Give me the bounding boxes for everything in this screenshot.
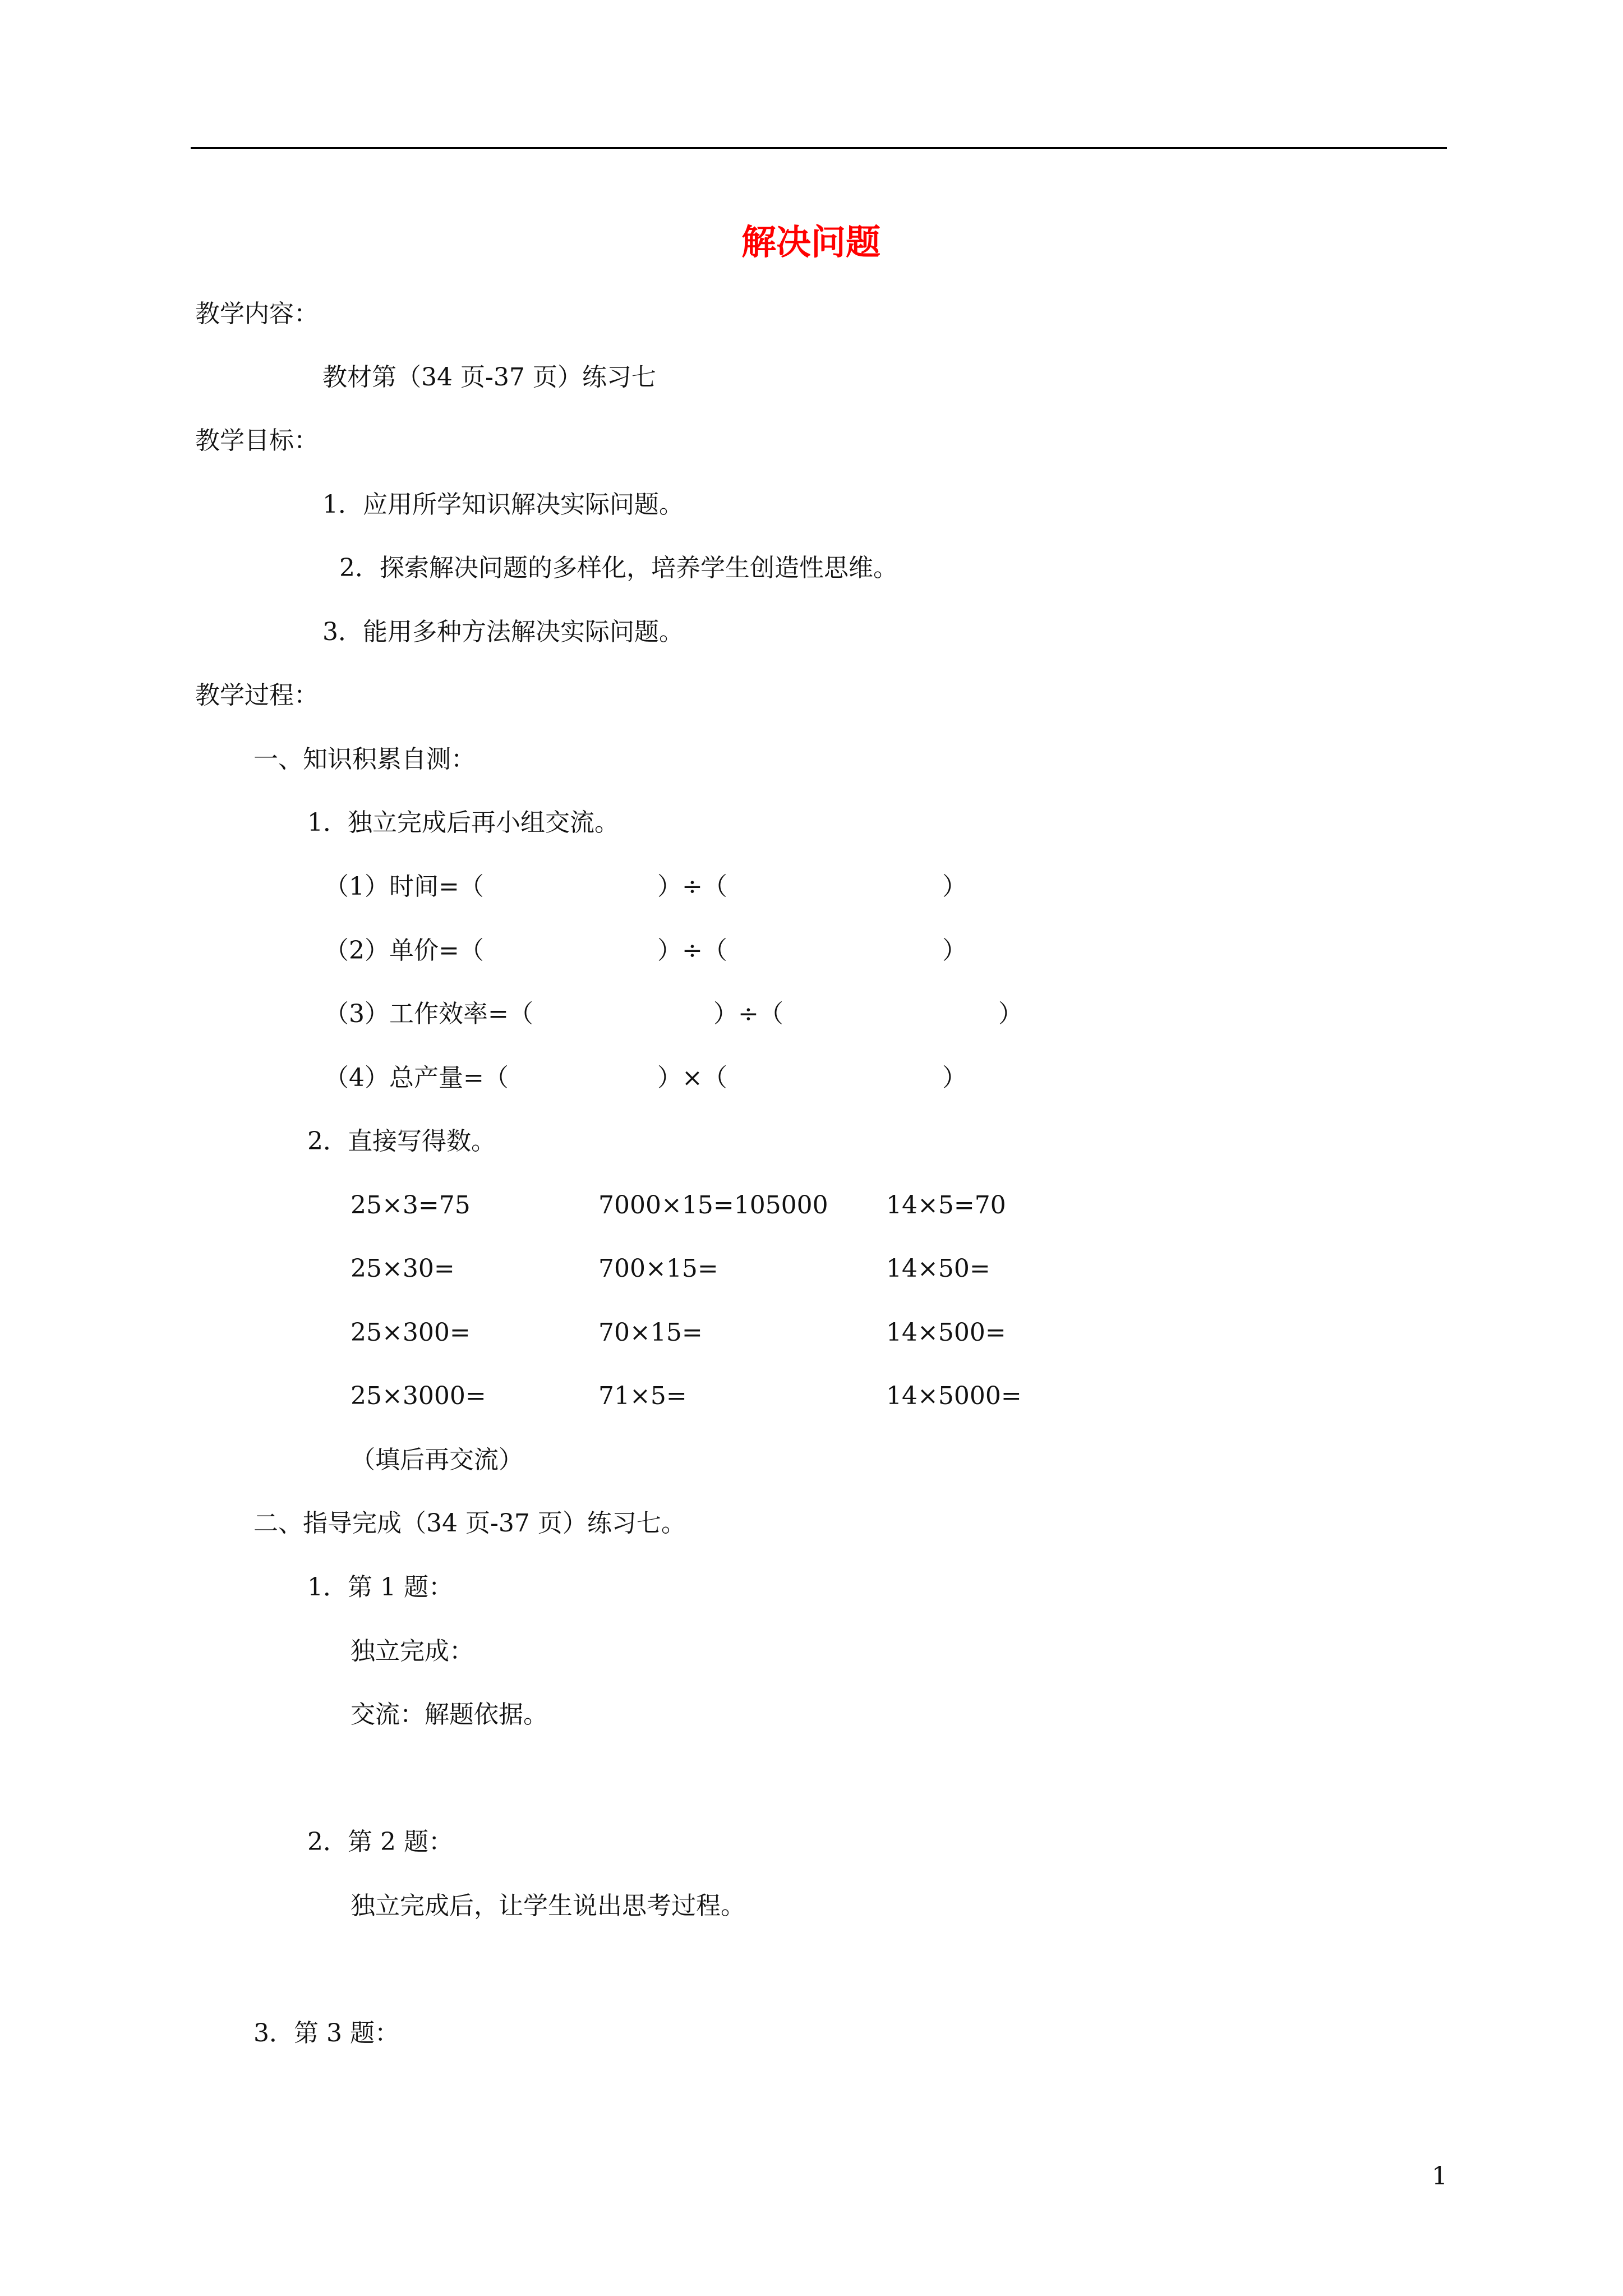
formula-left: （3）工作效率=（ [324,1000,533,1028]
formula-left: （4）总产量=（ [324,1064,509,1092]
teaching-goals-label: 教学目标： [195,426,319,455]
teaching-process-label: 教学过程： [195,681,319,710]
formula-close: ） [942,936,967,965]
teaching-content-text: 教材第（34 页-37 页）练习七 [322,363,656,392]
formula-left: （2）单价=（ [324,936,484,965]
calc-cell: 14×500= [886,1318,1006,1347]
paragraph: 交流：解题依据。 [351,1700,548,1729]
section-heading: 二、指导完成（34 页-37 页）练习七。 [253,1509,686,1538]
formula-left: （1）时间=（ [324,872,484,901]
goal-item: 1．应用所学知识解决实际问题。 [322,490,684,519]
formula-operator: ）÷（ [657,936,727,965]
list-item: 2．第 2 题： [307,1828,453,1856]
formula-close: ） [942,1064,967,1092]
calc-cell: 700×15= [598,1254,718,1283]
calc-cell: 25×3000= [351,1382,486,1410]
fill-note: （填后再交流） [351,1446,523,1474]
calc-cell: 14×5000= [886,1382,1022,1410]
goal-item: 3．能用多种方法解决实际问题。 [322,618,684,646]
list-item: 2．直接写得数。 [307,1127,496,1156]
calc-cell: 25×30= [351,1254,455,1283]
calc-cell: 25×300= [351,1318,471,1347]
calc-cell: 71×5= [598,1382,687,1410]
paragraph: 独立完成后，让学生说出思考过程。 [351,1892,745,1920]
teaching-content-label: 教学内容： [195,300,319,328]
list-item: 1．独立完成后再小组交流。 [307,808,619,837]
page-title: 解决问题 [741,222,881,263]
page-number: 1 [1432,2162,1447,2191]
formula-operator: ）×（ [657,1064,727,1092]
formula-close: ） [942,872,967,901]
calc-cell: 25×3=75 [351,1191,471,1220]
list-item: 3．第 3 题： [253,2019,399,2047]
paragraph: 独立完成： [351,1637,474,1665]
calc-cell: 14×50= [886,1254,990,1283]
section-heading: 一、知识积累自测： [253,745,476,774]
calc-cell: 14×5=70 [886,1191,1006,1220]
goal-item: 2．探索解决问题的多样化，培养学生创造性思维。 [339,554,898,582]
header-rule [191,147,1447,149]
calc-cell: 70×15= [598,1318,703,1347]
calc-cell: 7000×15=105000 [598,1191,828,1220]
formula-close: ） [998,1000,1023,1028]
formula-operator: ）÷（ [657,872,727,901]
formula-operator: ）÷（ [713,1000,783,1028]
list-item: 1．第 1 题： [307,1573,453,1602]
